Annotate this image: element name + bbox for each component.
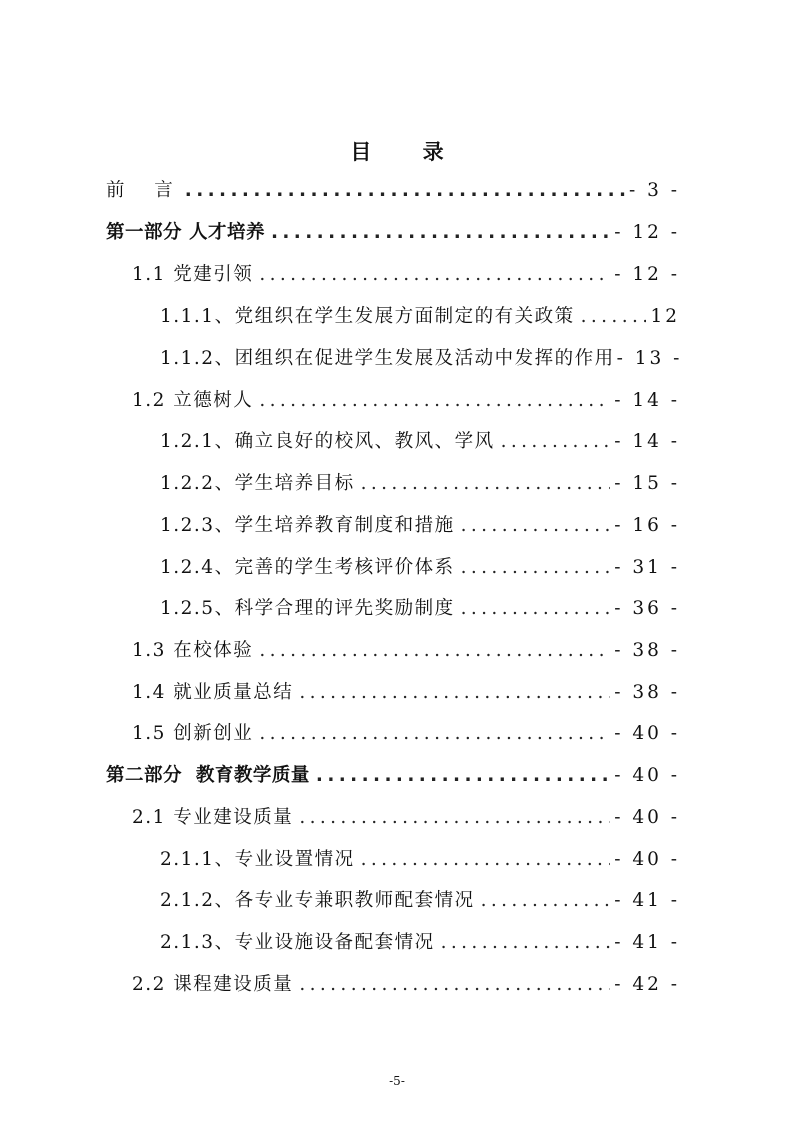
toc-entry-page: - 14 - [614,431,680,452]
toc-entry-page: - 16 - [614,515,680,536]
toc-entry-1-1-1[interactable] [160,302,680,332]
toc-entry-text: 1.3 在校体验 [132,640,254,661]
toc-entry-text: 1.5 创新创业 [132,723,254,744]
toc-entry-preface[interactable] [106,176,680,206]
toc-dot-leader [501,431,611,452]
toc-entry-1-3[interactable] [132,636,680,666]
toc-dot-leader [185,180,625,201]
toc-entry-text: 1.2.5、科学合理的评先奖励制度 [160,598,455,619]
toc-entry-page: - 14 - [614,390,680,411]
toc-entry-text: 2.1.2、各专业专兼职教师配套情况 [160,890,475,911]
toc-entry-1-1[interactable] [132,260,680,290]
toc-entry-1-2-4[interactable] [160,553,680,583]
toc-dot-leader [259,264,610,285]
toc-entry-page: - 40 - [614,849,680,870]
toc-entry-1-5[interactable] [132,719,680,749]
toc-entry-text: 1.2.1、确立良好的校风、教风、学风 [160,431,495,452]
toc-entry-page: - 40 - [614,765,680,786]
toc-dot-leader [461,515,611,536]
page-number-footer: -5- [389,1074,405,1088]
toc-entry-1-2[interactable] [132,386,680,416]
toc-dot-leader [271,222,610,243]
toc-entry-page: - 38 - [614,640,680,661]
toc-entry-text: 2.1.1、专业设置情况 [160,849,355,870]
toc-entry-page: - 12 - [614,264,680,285]
toc-entry-text: 1.2.4、完善的学生考核评价体系 [160,557,455,578]
toc-entry-text: 1.1.1、党组织在学生发展方面制定的有关政策 [160,306,575,327]
toc-entry-1-1-2[interactable] [160,344,706,374]
toc-dot-leader [299,807,610,828]
toc-entry-page: - 41 - [614,890,680,911]
toc-entry-text: 1.2 立德树人 [132,390,254,411]
toc-entry-2-1[interactable] [132,803,680,833]
toc-entry-2-1-1[interactable] [160,845,680,875]
toc-entry-page: - 12 - [614,222,680,243]
toc-entry-page: - 40 - [614,807,680,828]
toc-entry-text: 1.4 就业质量总结 [132,682,294,703]
toc-entry-1-2-3[interactable] [160,511,680,541]
toc-entry-2-1-3[interactable] [160,928,680,958]
toc-entry-text: 第一部分 人才培养 [106,222,265,243]
toc-dot-leader [361,849,611,870]
toc-dot-leader [259,390,610,411]
toc-entry-2-2[interactable] [132,970,680,1000]
toc-dot-leader [361,473,611,494]
toc-entry-1-2-2[interactable] [160,469,680,499]
toc-dot-leader [461,557,611,578]
toc-title: 目 录 [350,140,466,164]
toc-entry-page: - 40 - [614,723,680,744]
toc-entry-text: 2.1 专业建设质量 [132,807,294,828]
toc-entry-page: - 38 - [614,682,680,703]
toc-entry-text: 第二部分 教育教学质量 [106,765,310,786]
toc-entry-text: 1.2.3、学生培养教育制度和措施 [160,515,455,536]
toc-entry-text: 1.2.2、学生培养目标 [160,473,355,494]
toc-entry-1-4[interactable] [132,678,680,708]
toc-entry-page: - 13 - [616,348,683,369]
toc-entry-page: - 3 - [628,180,680,201]
toc-dot-leader [259,723,610,744]
toc-entry-part-1[interactable] [106,218,680,248]
toc-entry-text: 前 言 [106,180,179,201]
toc-entry-page: - 31 - [614,557,680,578]
toc-entry-page: - 42 - [614,974,680,995]
toc-dot-leader [259,640,610,661]
toc-entry-2-1-2[interactable] [160,886,680,916]
toc-entry-text: 1.1 党建引领 [132,264,254,285]
toc-entry-text: 2.2 课程建设质量 [132,974,294,995]
toc-entry-page: - 15 - [614,473,680,494]
toc-entry-1-2-5[interactable] [160,594,680,624]
toc-entry-part-2[interactable] [106,761,680,791]
toc-dot-leader [299,682,610,703]
toc-dot-leader [316,765,610,786]
toc-entry-1-2-1[interactable] [160,427,680,457]
toc-entry-text: 2.1.3、专业设施设备配套情况 [160,932,435,953]
toc-entry-text: 1.1.2、团组织在促进学生发展及活动中发挥的作用 [160,348,615,369]
toc-dot-leader [461,598,611,619]
toc-dot-leader [481,890,611,911]
toc-entry-page: - 41 - [614,932,680,953]
toc-dot-leader [581,306,647,327]
toc-dot-leader [299,974,610,995]
toc-entry-page: - 36 - [614,598,680,619]
toc-entry-page: 12 [650,306,680,327]
toc-dot-leader [441,932,611,953]
